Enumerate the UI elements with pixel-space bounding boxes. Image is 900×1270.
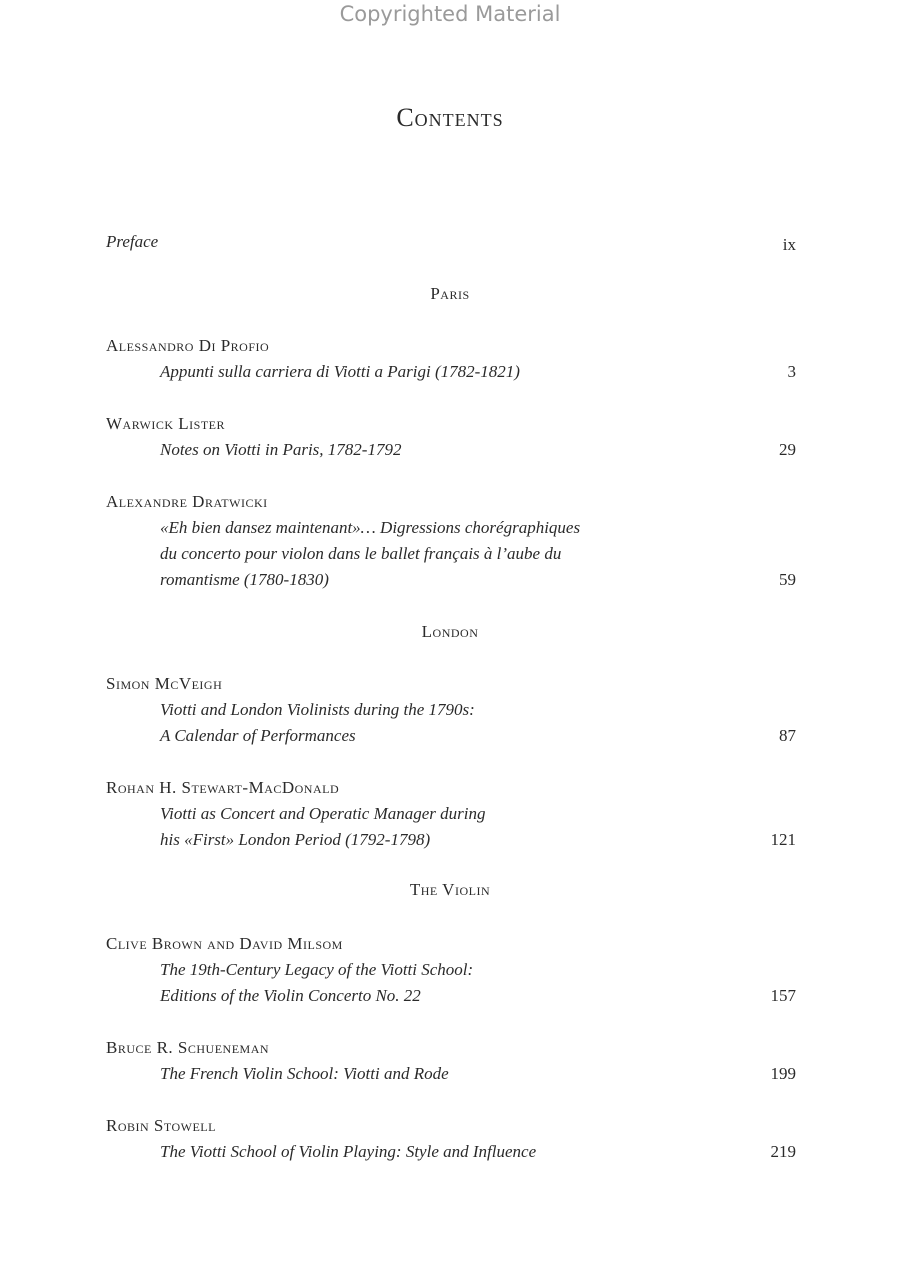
entry-title-line: The 19th-Century Legacy of the Viotti School: — [160, 960, 474, 979]
toc-preface[interactable] — [106, 232, 796, 252]
entry-page: 59 — [779, 570, 796, 589]
entry-page: 87 — [779, 726, 796, 745]
copyright-watermark: Copyrighted Material — [339, 2, 561, 26]
toc-entry[interactable] — [106, 775, 796, 853]
entry-title-line: The Viotti School of Violin Playing: Style and Influence — [160, 1142, 537, 1161]
entry-page: 199 — [770, 1064, 796, 1083]
entry-page: 157 — [770, 986, 796, 1005]
entry-author: Clive Brown and David Milsom — [106, 934, 343, 953]
toc-entry[interactable] — [106, 1113, 796, 1165]
entry-title-line: Editions of the Violin Concerto No. 22 — [160, 986, 421, 1005]
section-heading-paris: Paris — [430, 284, 470, 303]
section-heading-the-violin: The Violin — [409, 880, 491, 899]
toc-entry[interactable] — [106, 489, 796, 593]
toc-entry[interactable] — [106, 411, 796, 463]
entry-title-line: Viotti and London Violinists during the 1790s: — [160, 700, 475, 719]
entry-title-line: romantisme (1780-1830) — [160, 570, 329, 589]
entry-page: 121 — [770, 830, 796, 849]
page-title: Contents — [396, 103, 504, 132]
entry-author: Bruce R. Schueneman — [106, 1038, 270, 1057]
toc-entry[interactable] — [106, 931, 796, 1009]
entry-title-line: A Calendar of Performances — [160, 726, 356, 745]
preface-page: ix — [782, 235, 796, 254]
entry-page: 219 — [770, 1142, 796, 1161]
preface-label: Preface — [106, 232, 159, 251]
section-heading-london: London — [421, 622, 479, 641]
toc-entry[interactable] — [106, 333, 796, 385]
entry-page: 3 — [787, 362, 796, 381]
entry-page: 29 — [779, 440, 796, 459]
entry-author: Robin Stowell — [106, 1116, 216, 1135]
entry-author: Warwick Lister — [106, 414, 226, 433]
entry-title-line: his «First» London Period (1792-1798) — [160, 830, 431, 849]
entry-author: Rohan H. Stewart-MacDonald — [106, 778, 340, 797]
entry-author: Simon McVeigh — [106, 674, 223, 693]
entry-title-line: Appunti sulla carriera di Viotti a Parigi (1782-1821) — [160, 362, 520, 381]
toc-entry[interactable] — [106, 671, 796, 749]
entry-title-line: du concerto pour violon dans le ballet français à l’aube du — [160, 544, 562, 563]
entry-title-line: Notes on Viotti in Paris, 1782-1792 — [160, 440, 402, 459]
entry-title-line: Viotti as Concert and Operatic Manager during — [160, 804, 486, 823]
toc-entry[interactable] — [106, 1035, 796, 1087]
entry-author: Alexandre Dratwicki — [106, 492, 268, 511]
entry-title-line: The French Violin School: Viotti and Rode — [160, 1064, 449, 1083]
entry-title-line: «Eh bien dansez maintenant»… Digressions chorégraphiques — [160, 518, 581, 537]
entry-author: Alessandro Di Profio — [106, 336, 270, 355]
